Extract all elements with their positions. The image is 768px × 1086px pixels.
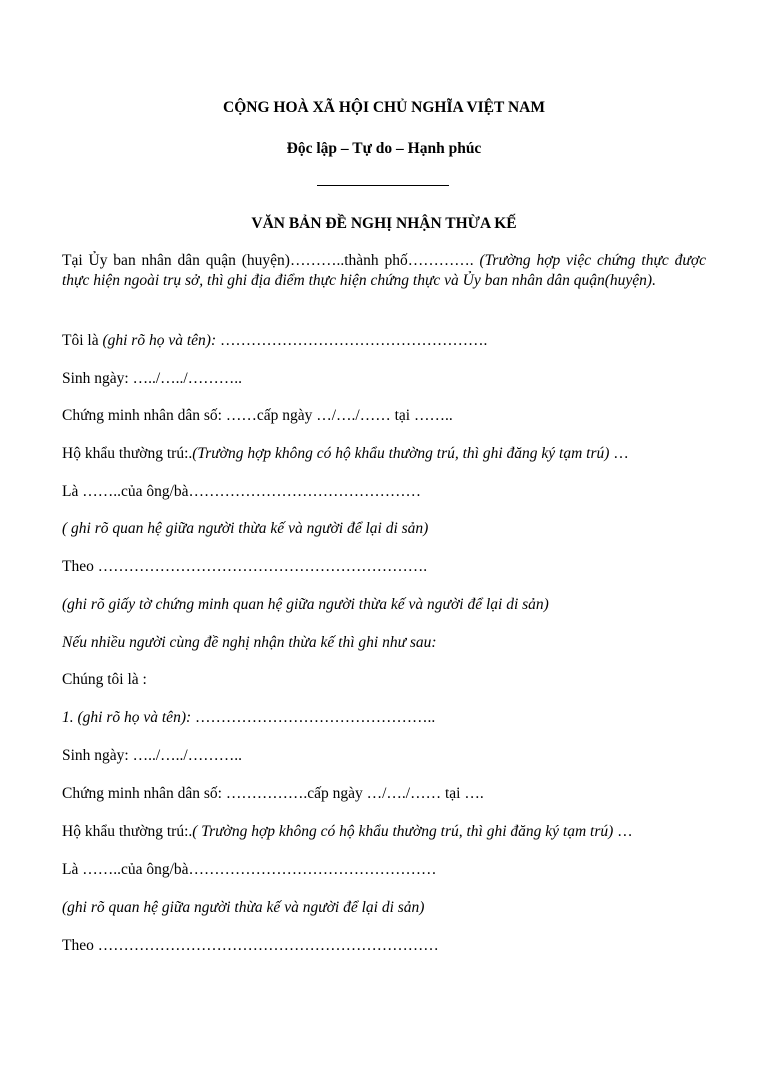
- intro-text: Tại Ủy ban nhân dân quận (huyện)………..thành phố………….: [62, 252, 480, 269]
- person1-residence-line: [62, 822, 706, 841]
- applicant-basis-line: Theo ……………………………………………………….: [62, 558, 428, 575]
- person1-name-hint: 1. (ghi rõ họ và tên):: [62, 709, 192, 726]
- document-title: VĂN BẢN ĐỀ NGHỊ NHẬN THỪA KẾ: [251, 215, 517, 232]
- applicant-relation-hint: ( ghi rõ quan hệ giữa người thừa kế và người để lại di sản): [62, 520, 429, 537]
- person1-relation-line: Là ……..của ông/bà…………………………………………: [62, 861, 437, 878]
- person1-residence-label: Hộ khẩu thường trú:.: [62, 823, 193, 840]
- applicant-residence-line: [62, 444, 706, 463]
- national-motto: Độc lập – Tự do – Hạnh phúc: [286, 140, 482, 157]
- multiple-applicants-note: Nếu nhiều người cùng đề nghị nhận thừa kế thì ghi như sau:: [62, 634, 437, 651]
- person1-id-line: Chứng minh nhân dân số: …………….cấp ngày …/…./…… tại ….: [62, 785, 484, 802]
- country-name: CỘNG HOÀ XÃ HỘI CHỦ NGHĨA VIỆT NAM: [223, 99, 545, 116]
- person1-name-dots: ………………………………………..: [191, 709, 436, 726]
- applicant-name-line: [62, 331, 706, 350]
- applicant-dob-line: Sinh ngày: …../…../………..: [62, 370, 242, 387]
- intro-paragraph: [62, 251, 706, 291]
- person1-basis-line: Theo …………………………………………………………: [62, 937, 439, 954]
- applicant-residence-tail: …: [609, 445, 629, 462]
- person1-name-line: [62, 708, 706, 727]
- applicant-name-hint: (ghi rõ họ và tên):: [102, 332, 217, 349]
- we-are-line: Chúng tôi là :: [62, 671, 147, 688]
- applicant-name-label: Tôi là: [62, 332, 103, 349]
- intro-note: (Trường hợp việc chứng thực được thực hiện ngoài trụ sở, thì ghi địa điểm thực hiện chứng thực và Ủy ban nhân dân quận(huyện).: [62, 252, 706, 289]
- person1-residence-hint: ( Trường hợp không có hộ khẩu thường trú, thì ghi đăng ký tạm trú): [192, 823, 614, 840]
- header-divider: [317, 185, 449, 186]
- applicant-basis-hint: (ghi rõ giấy tờ chứng minh quan hệ giữa người thừa kế và người để lại di sản): [62, 596, 549, 613]
- applicant-id-line: Chứng minh nhân dân số: ……cấp ngày …/…./…… tại ……..: [62, 407, 453, 424]
- applicant-relation-line: Là ……..của ông/bà………………………………………: [62, 483, 422, 500]
- person1-residence-tail: …: [613, 823, 633, 840]
- person1-relation-hint: (ghi rõ quan hệ giữa người thừa kế và người để lại di sản): [62, 899, 425, 916]
- applicant-residence-hint: (Trường hợp không có hộ khẩu thường trú, thì ghi đăng ký tạm trú): [192, 445, 610, 462]
- applicant-name-dots: …………………………………………….: [216, 332, 488, 349]
- applicant-residence-label: Hộ khẩu thường trú:.: [62, 445, 193, 462]
- person1-dob-line: Sinh ngày: …../…../………..: [62, 747, 242, 764]
